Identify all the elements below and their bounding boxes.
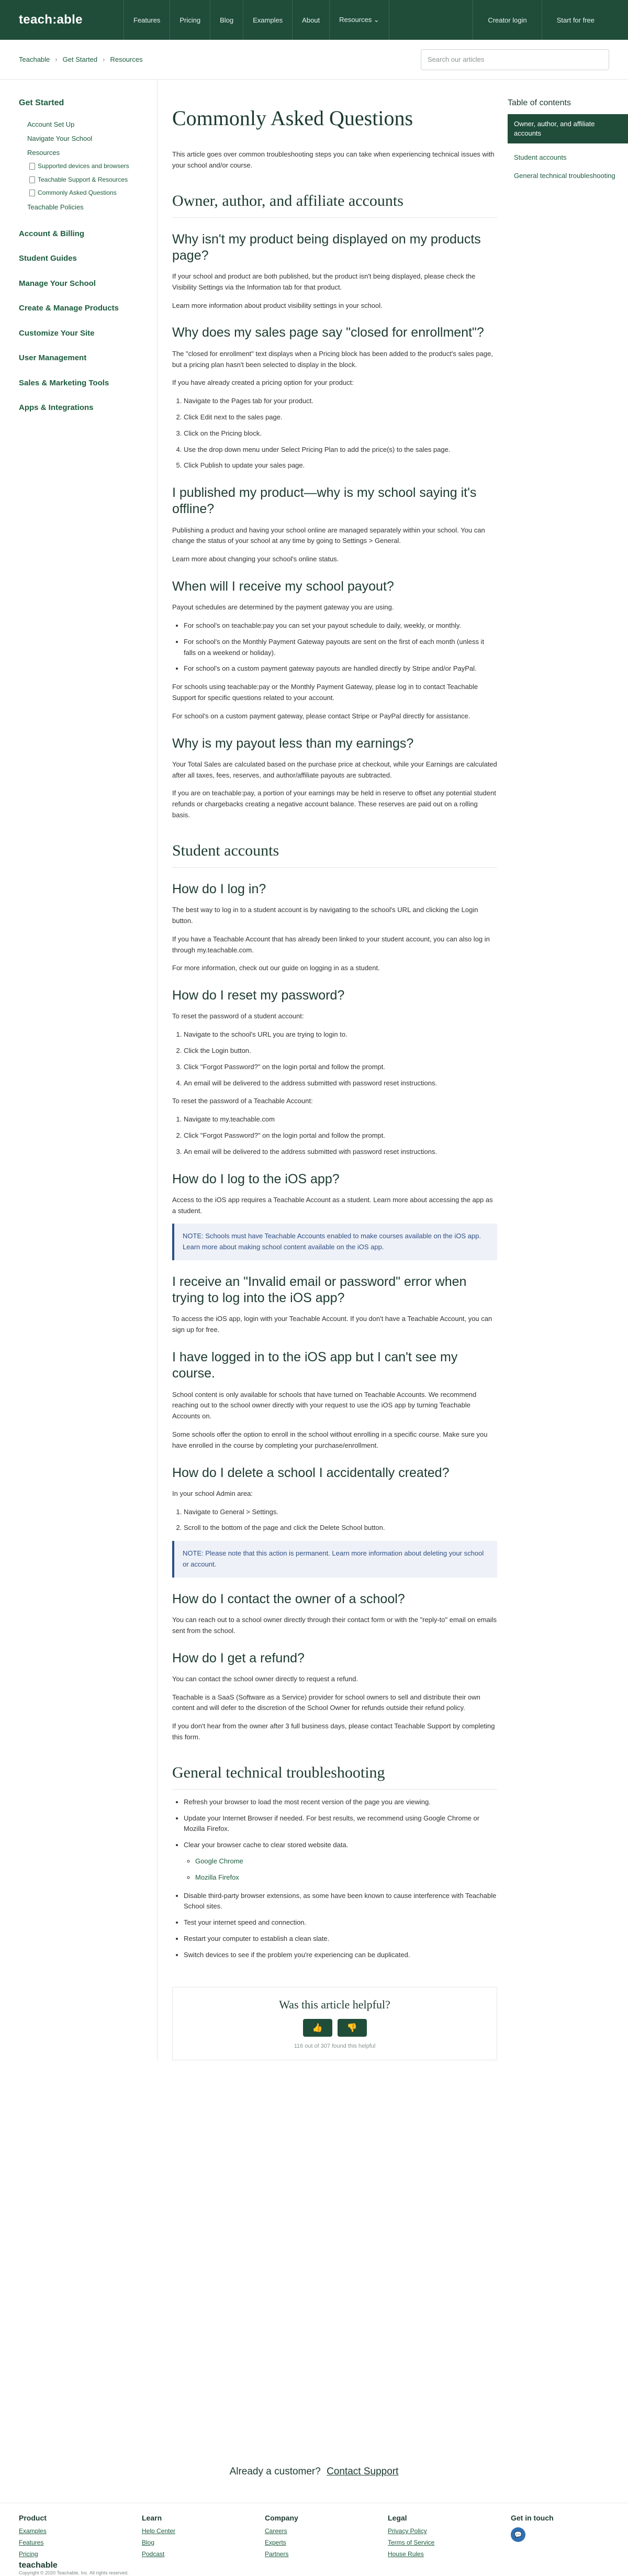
question-heading: I receive an "Invalid email or password" error when trying to log into the iOS app?	[172, 1274, 467, 1306]
paragraph: You can contact the school owner directly to request a refund.	[172, 1674, 358, 1683]
steps-list	[184, 1507, 497, 1534]
footer-link[interactable]: Experts	[265, 2539, 286, 2546]
breadcrumb-bar	[0, 40, 628, 80]
footer-col-learn	[142, 2514, 265, 2562]
top-navigation	[0, 0, 628, 40]
list-item: 2. Click Edit next to the sales page.	[184, 412, 497, 423]
copyright: Copyright © 2020 Teachable, Inc. All rights reserved.	[19, 2570, 129, 2575]
footer-heading: Get in touch	[511, 2514, 554, 2522]
paragraph: If your school and product are both published, but the product isn't being displayed, please check the Visibility Settings via the Information tab for that product.	[172, 272, 476, 291]
list-item: 1. Navigate to the school's URL you are trying to login to.	[184, 1029, 497, 1040]
sidebar-create-products[interactable]: Create & Manage Products	[19, 304, 119, 313]
question-heading: How do I get a refund?	[172, 1650, 305, 1665]
footer-col-legal	[388, 2514, 511, 2562]
paragraph: Learn more about changing your school's online status.	[172, 555, 339, 563]
footer	[0, 2503, 628, 2576]
footer-col-product	[19, 2514, 142, 2562]
footer-link[interactable]: Examples	[19, 2527, 47, 2535]
footer-columns	[19, 2514, 609, 2562]
sidebar-customize-site[interactable]: Customize Your Site	[19, 328, 95, 338]
question-heading: How do I log in?	[172, 881, 266, 896]
list-item: 2. Scroll to the bottom of the page and click the Delete School button.	[184, 1523, 497, 1534]
list-item: 4. Use the drop down menu under Select Pricing Plan to add the price(s) to the sales page.	[184, 445, 497, 456]
question-heading: How do I delete a school I accidentally created?	[172, 1465, 450, 1480]
footer-heading: Product	[19, 2514, 47, 2522]
sidebar	[0, 80, 157, 2060]
list-item: • Test your internet speed and connection.	[184, 1917, 497, 1928]
paragraph: Your Total Sales are calculated based on the purchase price at checkout, while your Earnings are calculated after all taxes, fees, reserves, and author/affiliate payouts are subtracted.	[172, 760, 497, 779]
nav-blog[interactable]: Blog	[210, 0, 243, 40]
list-item: 4. An email will be delivered to the address submitted with password reset instructions.	[184, 1078, 497, 1089]
sidebar-student-guides[interactable]: Student Guides	[19, 254, 77, 263]
thumbs-down-icon[interactable]: 👎	[338, 2019, 367, 2037]
note-callout: NOTE: Schools must have Teachable Accounts enabled to make courses available on the iOS app. Learn more about making school content available on the iOS app.	[172, 1224, 497, 1260]
paragraph: Publishing a product and having your school online are managed separately within your school. You can change the status of your school at any time by going to Settings > General.	[172, 526, 485, 545]
sidebar-item-account-set-up[interactable]: Account Set Up	[27, 120, 75, 128]
footer-bottom	[19, 2561, 129, 2575]
contact-support-link[interactable]: Contact Support	[327, 2466, 399, 2477]
list-item: • Restart your computer to establish a clean slate.	[184, 1934, 497, 1945]
footer-link[interactable]: Terms of Service	[388, 2539, 435, 2546]
paragraph: Learn more information about product visibility settings in your school.	[172, 301, 383, 309]
nav-features[interactable]: Features	[124, 0, 170, 40]
browser-list	[195, 1856, 497, 1883]
sidebar-section-get-started[interactable]: Get Started	[19, 98, 64, 107]
list-item: • Disable third-party browser extensions, as some have been known to cause interference with Teachable School sites.	[184, 1891, 497, 1913]
list-item: • Switch devices to see if the problem you're experiencing can be duplicated.	[184, 1950, 497, 1961]
breadcrumb	[19, 55, 143, 63]
article	[157, 80, 497, 2060]
footer-col-contact	[511, 2514, 595, 2562]
list-item: • For school's on a custom payment gateway payouts are handled directly by Stripe and/or PayPal.	[184, 663, 497, 674]
paragraph: For schools using teachable:pay or the Monthly Payment Gateway, please log in to contact Teachable Support for specific questions related to your account.	[172, 683, 478, 702]
paragraph: If you don't hear from the owner after 3 full business days, please contact Teachable Support by completing this form.	[172, 1722, 495, 1741]
table-of-contents	[497, 80, 628, 2060]
chat-icon[interactable]: 💬	[511, 2527, 525, 2542]
sidebar-user-management[interactable]: User Management	[19, 353, 87, 363]
paragraph: Teachable is a SaaS (Software as a Service) provider for school owners to sell and distribute their own content and will defer to the discretion of the School Owner for refunds outside their refund policy.	[172, 1693, 480, 1712]
breadcrumb-teachable[interactable]: Teachable	[19, 55, 50, 63]
paragraph: To access the iOS app, login with your Teachable Account. If you don't have a Teachable Account, you can sign up for free.	[172, 1315, 492, 1334]
footer-heading: Legal	[388, 2514, 407, 2522]
section-student-accounts: Student accounts	[172, 842, 497, 868]
content-wrapper	[0, 80, 628, 2060]
page-title: Commonly Asked Questions	[172, 106, 413, 130]
footer-link[interactable]: Careers	[265, 2527, 287, 2535]
search-input[interactable]: Search our articles	[421, 49, 609, 70]
sidebar-item-policies[interactable]: Teachable Policies	[27, 203, 84, 211]
footer-link[interactable]: House Rules	[388, 2550, 424, 2558]
bullet-list	[184, 1797, 497, 1961]
paragraph: The best way to log in to a student account is by navigating to the school's URL and clicking the Login button.	[172, 906, 478, 925]
feedback-count: 116 out of 307 found this helpful	[294, 2042, 376, 2049]
paragraph: If you are on teachable:pay, a portion of your earnings may be held in reserve to offset any potential student refunds or chargebacks creating a negative account balance. These reserves are paid out on a rolling basis.	[172, 789, 496, 819]
nav-right	[473, 0, 609, 40]
sidebar-item-resources[interactable]: Resources	[27, 149, 60, 157]
nav-examples[interactable]: Examples	[243, 0, 292, 40]
paragraph: If you have a Teachable Account that has already been linked to your student account, you can also log in through my.teachable.com.	[172, 935, 490, 954]
list-item: 1. Navigate to General > Settings.	[184, 1507, 497, 1518]
list-item: • For school's on the Monthly Payment Gateway payouts are sent on the first of each month (unless it falls on a weekend or holiday).	[184, 637, 497, 659]
section-owner-accounts: Owner, author, and affiliate accounts	[172, 192, 497, 218]
customer-support-banner	[0, 2466, 628, 2478]
paragraph: To reset the password of a Teachable Account:	[172, 1097, 313, 1105]
paragraph: In your school Admin area:	[172, 1489, 253, 1497]
paragraph: Access to the iOS app requires a Teachable Account as a student. Learn more about accessing the app as a student.	[172, 1195, 493, 1215]
list-item: 1. Navigate to the Pages tab for your product.	[184, 396, 497, 407]
list-item: 5. Click Publish to update your sales page.	[184, 460, 497, 471]
paragraph: Payout schedules are determined by the payment gateway you are using.	[172, 603, 394, 612]
article-intro: This article goes over common troubleshooting steps you can take when experiencing technical issues with your school and/or course.	[172, 150, 495, 169]
breadcrumb-separator: ›	[103, 55, 105, 63]
creator-login-link[interactable]: Creator login	[473, 0, 541, 40]
customer-text: Already a customer?	[229, 2466, 321, 2477]
footer-logo[interactable]: teachable	[19, 2561, 58, 2570]
toc-title: Table of contents	[508, 98, 571, 107]
steps-list	[184, 1029, 497, 1089]
sidebar-article-commonly-asked[interactable]: Commonly Asked Questions	[19, 186, 157, 200]
question-heading: Why isn't my product being displayed on my products page?	[172, 231, 481, 263]
footer-link[interactable]: Partners	[265, 2550, 289, 2558]
link[interactable]: Mozilla Firefox	[195, 1873, 239, 1881]
footer-link[interactable]: Privacy Policy	[388, 2527, 427, 2535]
breadcrumb-separator: ›	[55, 55, 58, 63]
paragraph: You can reach out to a school owner directly through their contact form or with the "reply-to" email on emails sent from the school.	[172, 1616, 497, 1635]
paragraph: For school's on a custom payment gateway, please contact Stripe or PayPal directly for assistance.	[172, 712, 470, 720]
thumbs-up-icon[interactable]: 👍	[303, 2019, 332, 2037]
list-item: 2. Click "Forgot Password?" on the login portal and follow the prompt.	[184, 1130, 497, 1141]
start-free-button[interactable]: Start for free	[542, 0, 609, 40]
list-item	[184, 1840, 497, 1883]
toc-item-owner-accounts[interactable]: Owner, author, and affiliate accounts	[508, 114, 628, 143]
sidebar-article-support-resources[interactable]: Teachable Support & Resources	[19, 173, 157, 187]
section-troubleshooting: General technical troubleshooting	[172, 1764, 497, 1790]
steps-list	[184, 396, 497, 471]
breadcrumb-resources[interactable]: Resources	[110, 55, 143, 63]
steps-list	[184, 1114, 497, 1157]
paragraph: For more information, check out our guide on logging in as a student.	[172, 964, 380, 972]
list-item: 2. Click the Login button.	[184, 1046, 497, 1057]
toc-item-student-accounts[interactable]: Student accounts	[514, 153, 567, 162]
nav-pricing[interactable]: Pricing	[170, 0, 210, 40]
paragraph: School content is only available for schools that have turned on Teachable Accounts. We recommend reaching out to the school owner directly with your request to use the iOS app by turning Teachable Accounts on.	[172, 1390, 477, 1420]
sidebar-apps-integrations[interactable]: Apps & Integrations	[19, 403, 94, 413]
question-heading: When will I receive my school payout?	[172, 579, 394, 594]
question-heading: Why does my sales page say "closed for enrollment"?	[172, 325, 484, 340]
footer-link[interactable]: Pricing	[19, 2550, 38, 2558]
breadcrumb-get-started[interactable]: Get Started	[62, 55, 98, 63]
list-item: 3. Click on the Pricing block.	[184, 428, 497, 439]
google-chrome-link[interactable]	[195, 1856, 497, 1867]
feedback-buttons	[183, 2019, 486, 2037]
nav-links	[124, 0, 389, 40]
footer-heading: Learn	[142, 2514, 162, 2522]
list-item: 3. Click "Forgot Password?" on the login portal and follow the prompt.	[184, 1062, 497, 1073]
feedback-box	[172, 1987, 497, 2060]
question-heading: Why is my payout less than my earnings?	[172, 736, 414, 751]
note-callout: NOTE: Please note that this action is permanent. Learn more information about deleting your school or account.	[172, 1541, 497, 1578]
footer-link[interactable]: Blog	[142, 2539, 155, 2546]
link[interactable]: Google Chrome	[195, 1857, 243, 1866]
list-item: • Refresh your browser to load the most recent version of the page you are viewing.	[184, 1797, 497, 1808]
nav-about[interactable]: About	[292, 0, 329, 40]
list-item: 3. An email will be delivered to the address submitted with password reset instructions.	[184, 1147, 497, 1158]
sidebar-article-supported-devices[interactable]: Supported devices and browsers	[19, 160, 157, 173]
sidebar-account-billing[interactable]: Account & Billing	[19, 229, 84, 238]
footer-link[interactable]: Podcast	[142, 2550, 165, 2558]
question-heading: How do I contact the owner of a school?	[172, 1591, 405, 1606]
footer-heading: Company	[265, 2514, 298, 2522]
list-item-text: Clear your browser cache to clear stored website data.	[184, 1841, 349, 1849]
mozilla-firefox-link[interactable]	[195, 1872, 497, 1883]
teachable-logo[interactable]: teach:able	[19, 13, 83, 27]
sidebar-item-navigate-school[interactable]: Navigate Your School	[27, 135, 93, 142]
feedback-question: Was this article helpful?	[279, 1997, 390, 2011]
list-item: • For school's on teachable:pay you can set your payout schedule to daily, weekly, or monthly.	[184, 620, 497, 631]
footer-col-company	[265, 2514, 388, 2562]
paragraph: If you have already created a pricing option for your product:	[172, 379, 354, 387]
sidebar-manage-school[interactable]: Manage Your School	[19, 279, 96, 288]
list-item: • Update your Internet Browser if needed. For best results, we recommend using Google Chrome or Mozilla Firefox.	[184, 1813, 497, 1835]
question-heading: I published my product—why is my school saying it's offline?	[172, 485, 477, 517]
footer-link[interactable]: Help Center	[142, 2527, 176, 2535]
question-heading: How do I reset my password?	[172, 988, 345, 1003]
bullet-list	[184, 620, 497, 674]
footer-link[interactable]: Features	[19, 2539, 44, 2546]
sidebar-sales-marketing[interactable]: Sales & Marketing Tools	[19, 378, 109, 387]
list-item: 1. Navigate to my.teachable.com	[184, 1114, 497, 1125]
nav-resources[interactable]: Resources ⌄	[329, 0, 389, 40]
question-heading: I have logged in to the iOS app but I can't see my course.	[172, 1350, 458, 1381]
question-heading: How do I log to the iOS app?	[172, 1171, 340, 1186]
paragraph: The "closed for enrollment" text displays when a Pricing block has been added to the product's sales page, but a pricing plan hasn't been selected to display in the block.	[172, 349, 493, 369]
toc-item-troubleshooting[interactable]: General technical troubleshooting	[514, 171, 615, 180]
paragraph: To reset the password of a student account:	[172, 1012, 304, 1020]
paragraph: Some schools offer the option to enroll in the school without enrolling in a specific course. Make sure you have enrolled in the course by completing your purchase/enrollment.	[172, 1430, 488, 1449]
